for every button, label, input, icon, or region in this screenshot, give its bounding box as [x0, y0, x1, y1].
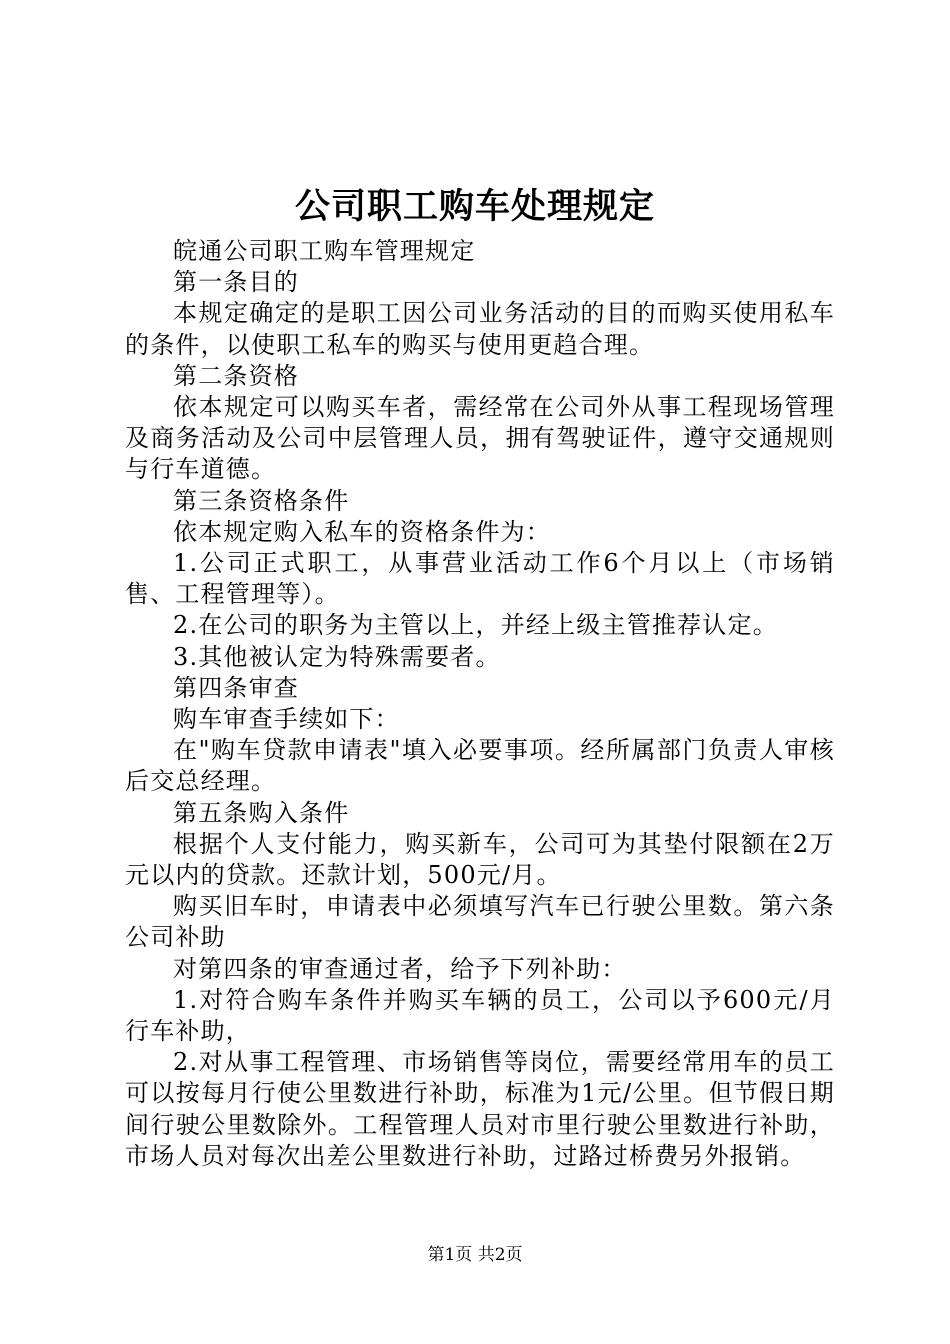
paragraph: 根据个人支付能力，购买新车，公司可为其垫付限额在2万元以内的贷款。还款计划，500元/月。 [125, 829, 835, 890]
heading-article-4: 第四条审查 [173, 673, 299, 702]
page-footer: 第1页 共2页 [427, 1245, 523, 1265]
list-item: 2.在公司的职务为主管以上，并经上级主管推荐认定。 [173, 611, 778, 640]
list-item: 1.公司正式职工，从事营业活动工作6个月以上（市场销售、工程管理等）。 [125, 549, 835, 609]
list-item: 1.对符合购车条件并购买车辆的员工，公司以予600元/月行车补助， [125, 985, 835, 1046]
heading-article-5: 第五条购入条件 [173, 798, 350, 827]
paragraph: 依本规定购入私车的资格条件为： [173, 517, 551, 546]
paragraph: 在"购车贷款申请表"填入必要事项。经所属部门负责人审核后交总经理。 [125, 736, 835, 796]
paragraph: 购买旧车时，申请表中必须填写汽车已行驶公里数。第六条公司补助 [125, 892, 835, 952]
heading-article-2: 第二条资格 [173, 361, 299, 390]
paragraph: 购车审查手续如下： [173, 705, 400, 734]
document-body [125, 236, 835, 1172]
list-item: 3.其他被认定为特殊需要者。 [173, 642, 501, 671]
paragraph: 对第四条的审查通过者，给予下列补助： [173, 954, 627, 983]
paragraph: 依本规定可以购买车者，需经常在公司外从事工程现场管理及商务活动及公司中层管理人员，拥有驾驶证件，遵守交通规则与行车道德。 [125, 393, 835, 484]
heading-article-3: 第三条资格条件 [173, 486, 350, 515]
heading-article-1: 第一条目的 [173, 268, 299, 297]
paragraph: 本规定确定的是职工因公司业务活动的目的而购买使用私车的条件，以使职工私车的购买与使用更趋合理。 [125, 299, 835, 359]
paragraph-subtitle: 皖通公司职工购车管理规定 [173, 237, 476, 265]
list-item: 2.对从事工程管理、市场销售等岗位，需要经常用车的员工可以按每月行使公里数进行补助，标准为1元/公里。但节假日期间行驶公里数除外。工程管理人员对市里行驶公里数进行补助，市场人员对每次出差公里数进行补助，过路过桥费另外报销。 [125, 1048, 835, 1170]
document-title: 公司职工购车处理规定 [294, 186, 655, 227]
